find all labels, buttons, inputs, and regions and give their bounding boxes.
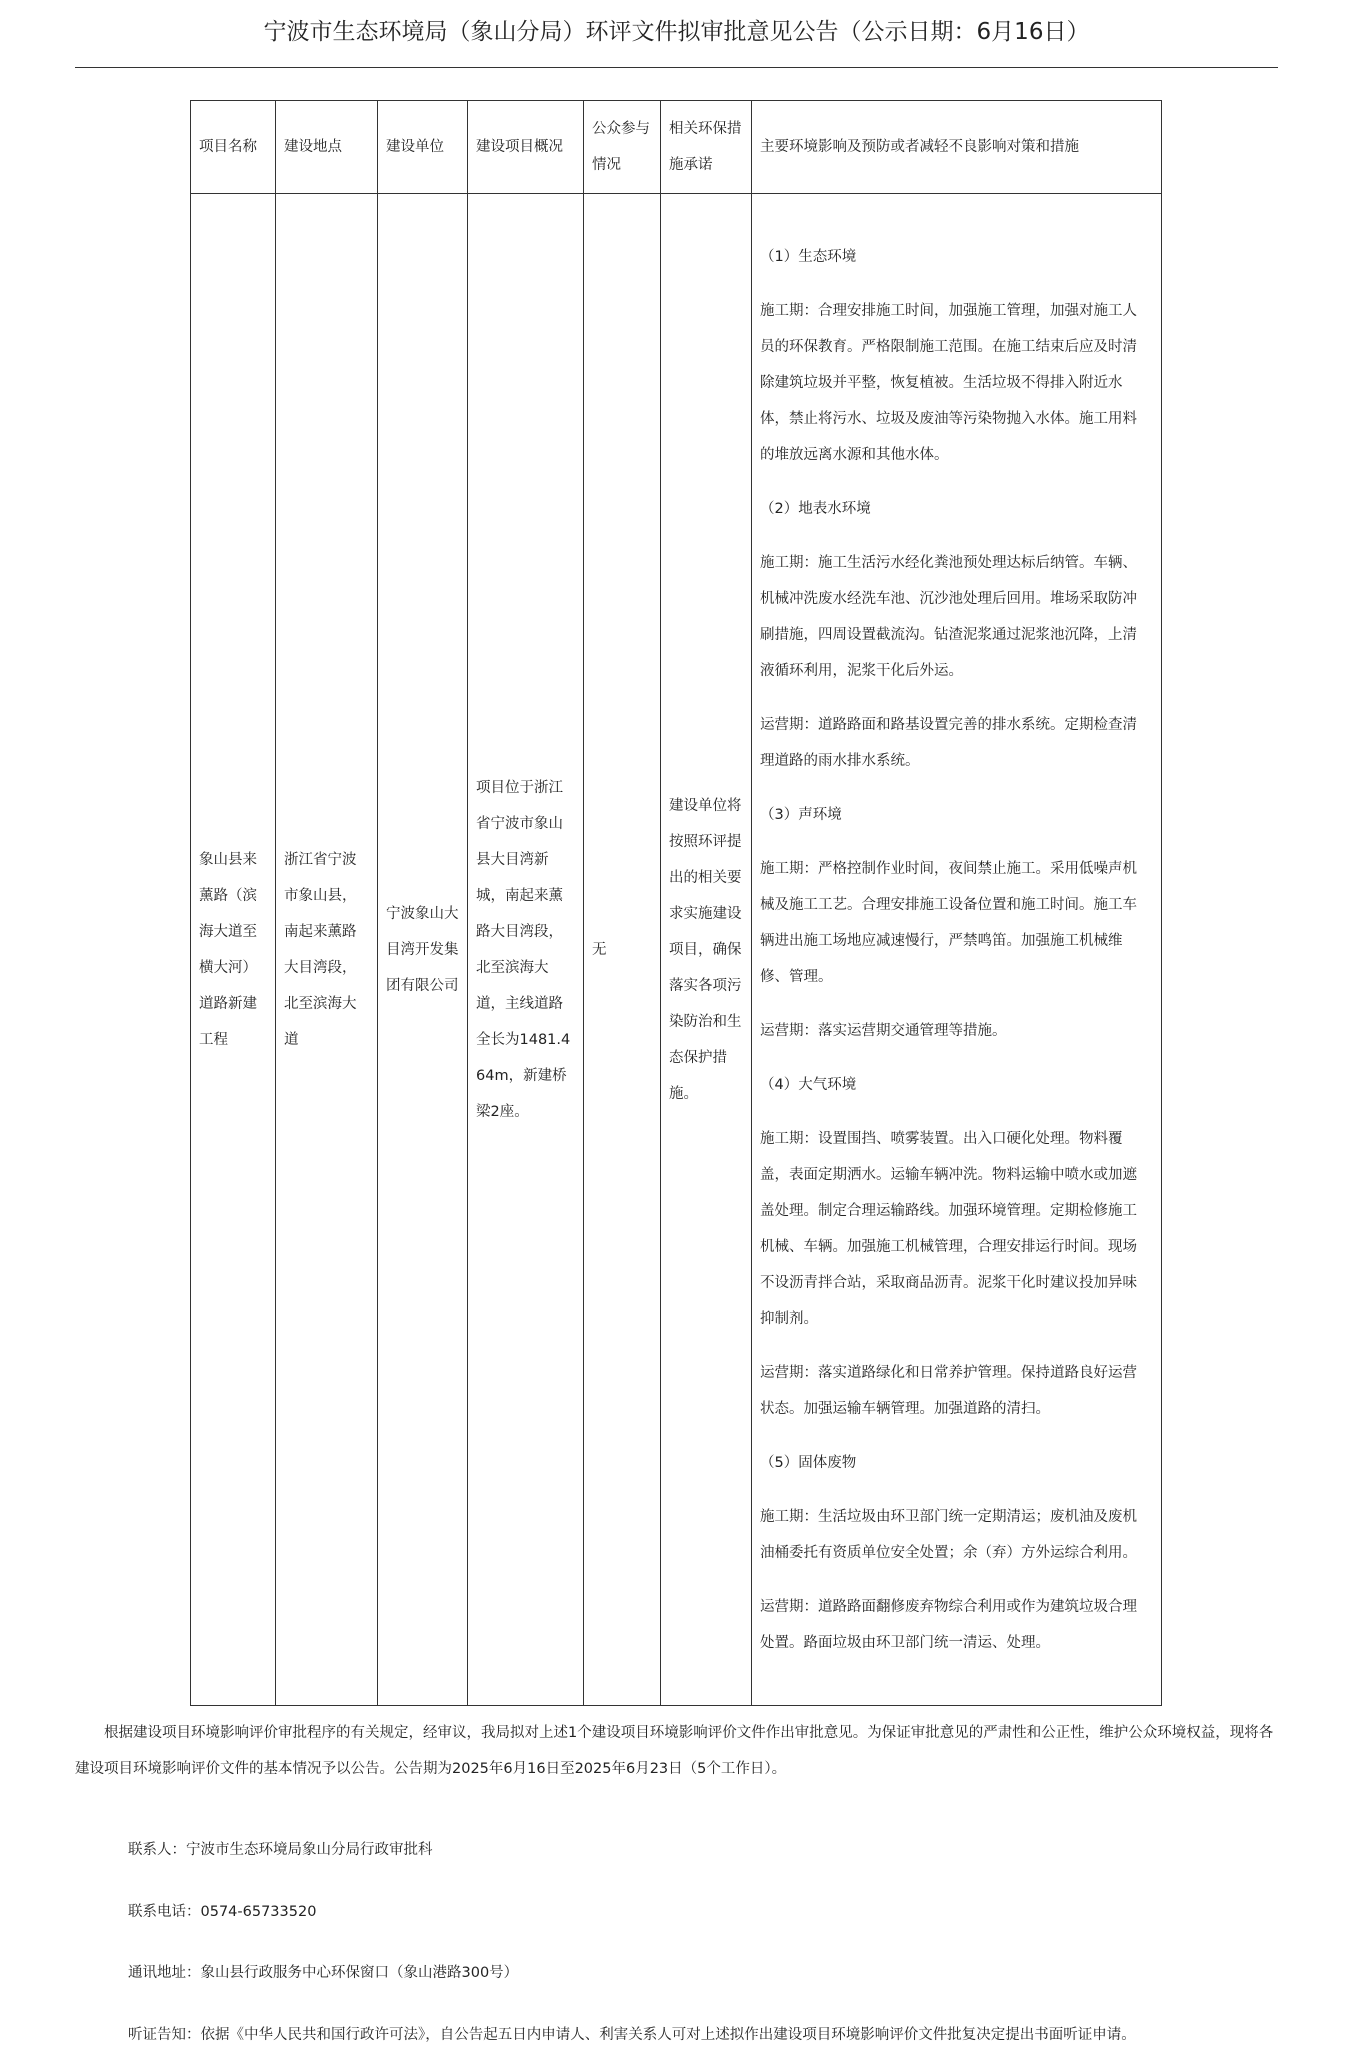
section-title-ecology: （1）生态环境 xyxy=(760,248,857,265)
table-row xyxy=(191,194,1162,1706)
paragraph-air-construction: 施工期：设置围挡、喷雾装置。出入口硬化处理。物料覆盖，表面定期洒水。运输车辆冲洗。物料运输中喷水或加遮盖处理。制定合理运输路线。加强环境管理。定期检修施工机械、车辆。加强施工机械管理，合理安排运行时间。现场不设沥青拌合站，采取商品沥青。泥浆干化时建议投加异味抑制剂。 xyxy=(760,1130,1137,1327)
paragraph-ecology-construction: 施工期：合理安排施工时间，加强施工管理，加强对施工人员的环保教育。严格限制施工范围。在施工结束后应及时清除建筑垃圾并平整，恢复植被。生活垃圾不得排入附近水体，禁止将污水、垃圾及废油等污染物抛入水体。施工用料的堆放远离水源和其他水体。 xyxy=(760,302,1137,463)
cell-measures xyxy=(752,194,1162,1706)
paragraph-noise-construction: 施工期：严格控制作业时间，夜间禁止施工。采用低噪声机械及施工工艺。合理安排施工设备位置和施工时间。施工车辆进出施工场地应减速慢行，严禁鸣笛。加强施工机械维修、管理。 xyxy=(760,860,1137,985)
section-title-solid-waste: （5）固体废物 xyxy=(760,1454,857,1471)
cell-participation: 无 xyxy=(584,194,661,1706)
header-location: 建设地点 xyxy=(276,101,378,194)
paragraph-noise-operation: 运营期：落实运营期交通管理等措施。 xyxy=(760,1022,1007,1039)
paragraph-waste-construction: 施工期：生活垃圾由环卫部门统一定期清运；废机油及废机油桶委托有资质单位安全处置；余（弃）方外运综合利用。 xyxy=(760,1508,1137,1561)
paragraph-water-operation: 运营期：道路路面和路基设置完善的排水系统。定期检查清理道路的雨水排水系统。 xyxy=(760,716,1137,769)
cell-overview: 项目位于浙江省宁波市象山县大目湾新城，南起来薰路大目湾段，北至滨海大道，主线道路全长为1481.464m，新建桥梁2座。 xyxy=(468,194,584,1706)
contact-person: 联系人：宁波市生态环境局象山分局行政审批科 xyxy=(128,1842,433,1858)
header-measures: 主要环境影响及预防或者减轻不良影响对策和措施 xyxy=(752,101,1162,194)
contact-address: 通讯地址：象山县行政服务中心环保窗口（象山港路300号） xyxy=(128,1965,519,1981)
table-header-row xyxy=(191,101,1162,194)
approval-table xyxy=(190,100,1162,1706)
paragraph-waste-operation: 运营期：道路路面翻修废弃物综合利用或作为建筑垃圾合理处置。路面垃圾由环卫部门统一清运、处理。 xyxy=(760,1598,1137,1651)
header-participation: 公众参与情况 xyxy=(584,101,661,194)
header-overview: 建设项目概况 xyxy=(468,101,584,194)
cell-location: 浙江省宁波市象山县，南起来薰路大目湾段，北至滨海大道 xyxy=(276,194,378,1706)
cell-project-name: 象山县来薰路（滨海大道至横大河）道路新建工程 xyxy=(191,194,276,1706)
paragraph-water-construction: 施工期：施工生活污水经化粪池预处理达标后纳管。车辆、机械冲洗废水经洗车池、沉沙池处理后回用。堆场采取防冲刷措施，四周设置截流沟。钻渣泥浆通过泥浆池沉降，上清液循环利用，泥浆干化后外运。 xyxy=(760,554,1137,679)
section-title-air: （4）大气环境 xyxy=(760,1076,857,1093)
cell-commitments: 建设单位将按照环评提出的相关要求实施建设项目，确保落实各项污染防治和生态保护措施。 xyxy=(661,194,752,1706)
cell-unit: 宁波象山大目湾开发集团有限公司 xyxy=(378,194,468,1706)
header-commitments: 相关环保措施承诺 xyxy=(661,101,752,194)
contact-phone: 联系电话：0574-65733520 xyxy=(128,1904,317,1920)
section-title-surface-water: （2）地表水环境 xyxy=(760,500,871,517)
page-title: 宁波市生态环境局（象山分局）环评文件拟审批意见公告（公示日期：6月16日） xyxy=(263,19,1090,45)
header-project-name: 项目名称 xyxy=(191,101,276,194)
hearing-notice: 听证告知：依据《中华人民共和国行政许可法》，自公告起五日内申请人、利害关系人可对上述拟作出建设项目环境影响评价文件批复决定提出书面听证申请。 xyxy=(128,2027,1136,2043)
header-unit: 建设单位 xyxy=(378,101,468,194)
paragraph-air-operation: 运营期：落实道路绿化和日常养护管理。保持道路良好运营状态。加强运输车辆管理。加强道路的清扫。 xyxy=(760,1364,1137,1417)
notice-paragraph: 根据建设项目环境影响评价审批程序的有关规定，经审议，我局拟对上述1个建设项目环境影响评价文件作出审批意见。为保证审批意见的严肃性和公正性，维护公众环境权益，现将各建设项目环境影响评价文件的基本情况予以公告。公告期为2025年6月16日至2025年6月23日（5个工作日）。 xyxy=(75,1725,1274,1777)
title-divider xyxy=(75,67,1278,68)
section-title-noise: （3）声环境 xyxy=(760,806,842,823)
